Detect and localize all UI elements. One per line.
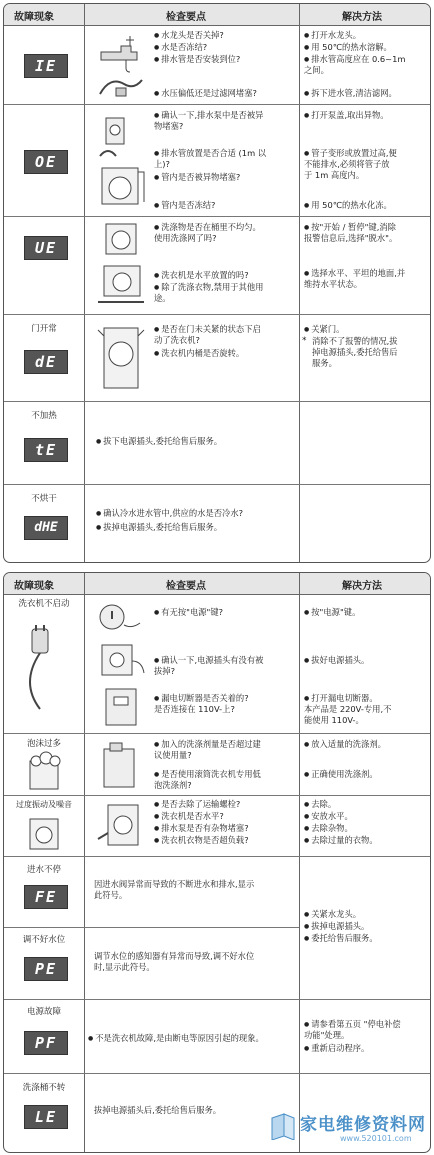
check-item: ● 确认冷水进水管中,供应的水是否冷水? (96, 508, 243, 519)
check-item: ● 排水管放置是否合适 (1m 以 上)? (154, 148, 266, 170)
check-item: ● 拔掉电源插头,委托给售后服务。 (96, 522, 222, 533)
solution-item: ● 去除过量的衣物。 (304, 835, 378, 846)
solution-item: ● 拔掉电源插头。 (304, 921, 369, 932)
row-label: 洗涤桶不转 (22, 1083, 66, 1093)
check-item: ● 有无按"电源"键? (154, 607, 223, 618)
header-symptom: 故障现象 (14, 581, 54, 592)
header-check: 检查要点 (166, 12, 206, 23)
check-item: ● 除了洗涤衣物,禁用于其他用 途。 (154, 282, 263, 304)
solution-item: ● 正确使用洗涤剂。 (304, 769, 378, 780)
check-item: ● 拔下电源插头,委托给售后服务。 (96, 436, 222, 447)
solution-item: ● 安放水平。 (304, 811, 353, 822)
header-check: 检查要点 (166, 581, 206, 592)
row-label: 泡沫过多 (26, 739, 61, 749)
solution-item: ● 用 50℃的热水化冻。 (304, 200, 392, 211)
bolt-tools-icon (96, 799, 146, 853)
solution-item: ● 放入适量的洗涤剂。 (304, 739, 386, 750)
solution-item: ● 用 50℃的热水溶解。 (304, 42, 392, 53)
check-item: ● 是否去除了运输螺栓? (154, 799, 240, 810)
error-code: PE (24, 957, 68, 981)
check-item: ● 洗涤物是否在桶里不均匀。 使用洗涤网了吗? (154, 222, 261, 244)
row-label: 不加热 (31, 411, 57, 421)
asterisk-mark: * (302, 336, 307, 346)
error-code: tE (24, 438, 68, 462)
outlet-icon (96, 641, 146, 681)
detergent-icon (96, 741, 146, 791)
check-item: ● 确认一下,排水泵中是否被异 物堵塞? (154, 110, 263, 132)
watermark-logo-icon (270, 1112, 296, 1140)
check-item: ● 管内是否冻结? (154, 200, 215, 211)
row-label: 进水不停 (26, 865, 61, 875)
solution-item: ● 关紧水龙头。 (304, 909, 361, 920)
table-header (4, 4, 430, 26)
check-item: ● 水龙头是否关掉? (154, 30, 224, 41)
faucet-icon (96, 32, 146, 74)
foam-icon (22, 751, 66, 791)
watermark (270, 1108, 430, 1153)
check-item: 调节水位的感知器有异常而导致,调不好水位 时,显示此符号。 (94, 951, 255, 972)
check-item: ● 洗衣机是否水平? (154, 811, 224, 822)
solution-item: ● 打开泵盖,取出异物。 (304, 110, 389, 121)
row-label: 不烘干 (31, 494, 57, 504)
row-label: 门开常 (31, 324, 57, 334)
power-plug-icon (14, 623, 74, 713)
check-item: ● 排水泵是否有杂物堵塞? (154, 823, 249, 834)
row-label: 调不好水位 (22, 935, 66, 945)
error-code: dE (24, 350, 68, 374)
washing-machine-level-icon (96, 220, 146, 310)
washing-machine-drain-icon (94, 112, 146, 208)
check-item: ● 洗衣机衣物是否超负载? (154, 835, 249, 846)
check-item: ● 管内是否被异物堵塞? (154, 172, 240, 183)
error-code: LE (24, 1105, 68, 1129)
solution-item: ● 拆下进水管,清洁滤网。 (304, 88, 397, 99)
error-code: OE (24, 150, 68, 174)
row-label: 洗衣机不启动 (18, 599, 70, 609)
solution-item: ● 委托给售后服务。 (304, 933, 378, 944)
door-icon (96, 320, 146, 396)
check-item: ● 加入的洗涤剂量是否超过建 议使用量? (154, 739, 261, 761)
check-item: ● 是否使用滚筒洗衣机专用低 泡洗涤剂? (154, 769, 261, 791)
solution-item: ● 按"电源"键。 (304, 607, 360, 618)
solution-item: ● 选择水平、平坦的地面,并 维持水平状态。 (304, 268, 405, 290)
header-symptom: 故障现象 (14, 12, 54, 23)
solution-item: ● 拔好电源插头。 (304, 655, 369, 666)
solution-item: ● 按"开始 / 暂停"键,消除 报警信息后,选择"脱水"。 (304, 222, 397, 244)
watermark-url: www.520101.com (340, 1134, 412, 1143)
check-item: ● 漏电切断器是否关着的? 是否连接在 110V-上? (154, 693, 249, 715)
breaker-icon (96, 685, 146, 729)
row-label: 过度振动及噪音 (16, 800, 72, 809)
check-item: ● 确认一下,电源插头有没有被 拔掉? (154, 655, 263, 677)
error-code: FE (24, 885, 68, 909)
solution-item: ● 打开漏电切断器。 本产品是 220V-专用,不 能使用 110V-。 (304, 693, 391, 726)
check-item: ● 水是否冻结? (154, 42, 207, 53)
solution-item: ● 去除杂物。 (304, 823, 353, 834)
check-item: ● 洗衣机是水平放置的吗? (154, 270, 249, 281)
row-label: 电源故障 (26, 1007, 61, 1017)
check-item: ● 洗衣机内桶是否旋转。 (154, 348, 244, 359)
solution-item: ● 排水管高度应在 0.6~1m 之间。 (304, 54, 405, 76)
solution-item: ● 重新启动程序。 (304, 1043, 369, 1054)
check-item: 因进水阀异常而导致的不断进水和排水,显示 此符号。 (94, 879, 255, 900)
error-code: UE (24, 236, 68, 260)
check-item: ● 是否在门未关紧的状态下启 动了洗衣机? (154, 324, 261, 346)
check-item: ● 不是洗衣机故障,是由断电等原因引起的现象。 (88, 1033, 264, 1044)
solution-item: ● 请参看第五页 "停电补偿 功能"处理。 (304, 1019, 401, 1041)
fault-table-2 (3, 572, 431, 1153)
solution-item: ● 去除。 (304, 799, 336, 810)
header-solution: 解决方法 (342, 581, 382, 592)
check-item: ● 水压偏低还是过滤网堵塞? (154, 88, 257, 99)
power-button-icon (96, 599, 146, 637)
error-code: PF (24, 1031, 68, 1055)
error-code: IE (24, 54, 68, 78)
solution-item: ● 管子变形或放置过高,便 不能排水,必须将管子放 于 1m 高度内。 (304, 148, 397, 181)
solution-item: ● 打开水龙头。 (304, 30, 361, 41)
watermark-text: 家电维修资料网 (300, 1115, 426, 1135)
fault-table-1 (3, 3, 431, 563)
solution-item: 消除不了报警的情况,拔 掉电源插头,委托给售后 服务。 (312, 336, 398, 368)
vibrating-machine-icon (24, 813, 64, 853)
error-code: dHE (24, 516, 68, 540)
table-header (4, 573, 430, 595)
check-item: ● 排水管是否安装到位? (154, 54, 240, 65)
hose-icon (96, 74, 146, 102)
check-item: 拔掉电源插头后,委托给售后服务。 (94, 1105, 222, 1115)
header-solution: 解决方法 (342, 12, 382, 23)
solution-item: ● 关紧门。 (304, 324, 344, 335)
